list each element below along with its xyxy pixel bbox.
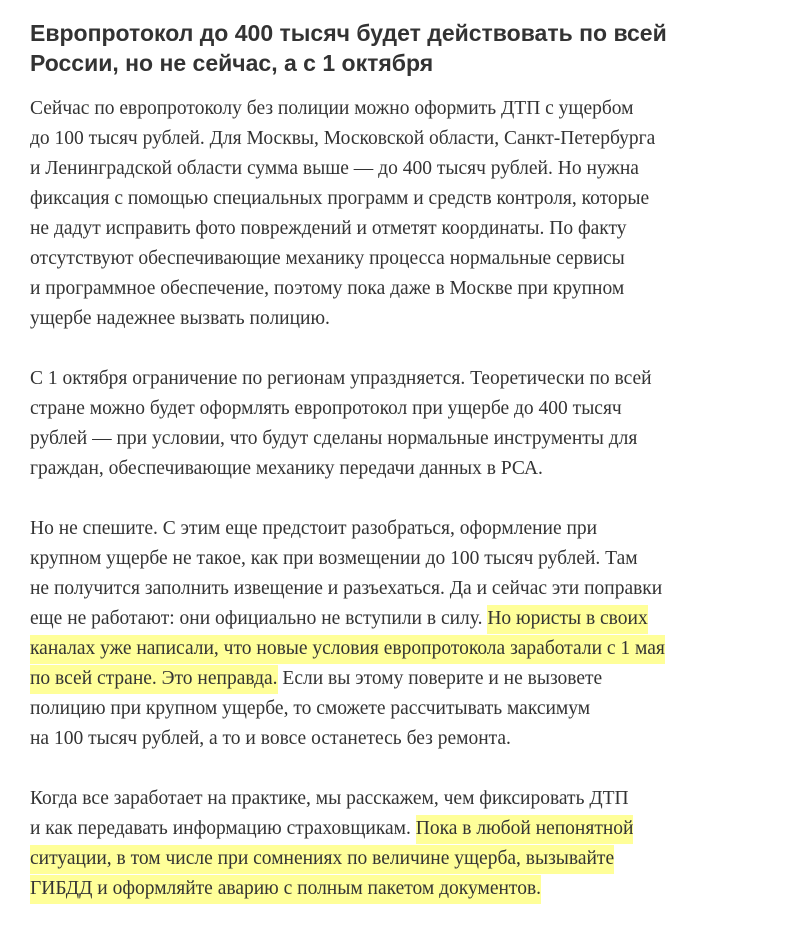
paragraph-line [30, 154, 785, 184]
highlighted-text: ГИБДД и оформляйте аварию с полным пакетом документов. [30, 875, 541, 904]
text-segment: не получится заполнить извещение и разъехаться. Да и сейчас эти поправки [30, 578, 663, 599]
highlighted-text: Пока в любой непонятной [416, 815, 634, 844]
paragraph-line [30, 124, 785, 154]
article-paragraph [30, 94, 785, 334]
text-segment: ущербе надежнее вызвать полицию. [30, 308, 330, 329]
article-paragraph [30, 514, 785, 754]
text-segment: рублей — при условии, что будут сделаны нормальные инструменты для [30, 428, 638, 449]
paragraph-line [30, 544, 785, 574]
paragraph-line [30, 874, 785, 904]
text-segment: на 100 тысяч рублей, а то и вовсе останетесь без ремонта. [30, 728, 511, 749]
text-segment: и Ленинградской области сумма выше — до 400 тысяч рублей. Но нужна [30, 158, 639, 179]
text-segment: и программное обеспечение, поэтому пока даже в Москве при крупном [30, 278, 625, 299]
text-segment: стране можно будет оформлять европротокол при ущербе до 400 тысяч [30, 398, 622, 419]
paragraph-line [30, 244, 785, 274]
highlighted-text: по всей стране. Это неправда. [30, 665, 278, 694]
text-segment: до 100 тысяч рублей. Для Москвы, Московской области, Санкт-Петербурга [30, 128, 656, 149]
paragraph-line [30, 184, 785, 214]
paragraph-line [30, 214, 785, 244]
text-segment: полицию при крупном ущербе, то сможете рассчитывать максимум [30, 698, 591, 719]
paragraph-line [30, 664, 785, 694]
text-segment: отсутствуют обеспечивающие механику процесса нормальные сервисы [30, 248, 625, 269]
highlighted-text: каналах уже написали, что новые условия европротокола заработали с 1 мая [30, 635, 665, 664]
highlighted-text: ситуации, в том числе при сомнениях по величине ущерба, вызывайте [30, 845, 614, 874]
text-segment: Сейчас по европротоколу без полиции можно оформить ДТП с ущербом [30, 98, 634, 119]
article-paragraph [30, 784, 785, 904]
article-paragraph [30, 364, 785, 484]
text-segment: Когда все заработает на практике, мы расскажем, чем фиксировать ДТП [30, 788, 629, 809]
paragraph-line [30, 814, 785, 844]
article [30, 18, 785, 934]
paragraph-line [30, 424, 785, 454]
paragraph-line [30, 454, 785, 484]
paragraph-line [30, 574, 785, 604]
text-segment: С 1 октября ограничение по регионам упраздняется. Теоретически по всей [30, 368, 652, 389]
paragraph-line [30, 514, 785, 544]
article-title [30, 18, 785, 78]
paragraph-line [30, 94, 785, 124]
text-segment: не дадут исправить фото повреждений и отметят координаты. По факту [30, 218, 627, 239]
text-segment: еще не работают: они официально не вступили в силу. [30, 608, 488, 629]
paragraph-line [30, 634, 785, 664]
paragraph-line [30, 694, 785, 724]
paragraph-line [30, 394, 785, 424]
title-line: России, но не сейчас, а с 1 октября [30, 50, 434, 76]
text-segment: граждан, обеспечивающие механику передачи данных в РСА. [30, 458, 543, 479]
paragraph-line [30, 604, 785, 634]
paragraph-line [30, 844, 785, 874]
text-segment: Если вы этому поверите и не вызовете [277, 668, 603, 689]
article-body [30, 94, 785, 904]
paragraph-line [30, 274, 785, 304]
paragraph-line [30, 364, 785, 394]
text-segment: и как передавать информацию страховщикам. [30, 818, 416, 839]
paragraph-line [30, 304, 785, 334]
highlighted-text: Но юристы в своих [487, 605, 647, 634]
paragraph-line [30, 784, 785, 814]
text-segment: фиксация с помощью специальных программ и средств контроля, которые [30, 188, 650, 209]
title-line: Европротокол до 400 тысяч будет действовать по всей [30, 20, 667, 46]
text-segment: крупном ущербе не такое, как при возмещении до 100 тысяч рублей. Там [30, 548, 638, 569]
text-segment: Но не спешите. С этим еще предстоит разобраться, оформление при [30, 518, 598, 539]
paragraph-line [30, 724, 785, 754]
